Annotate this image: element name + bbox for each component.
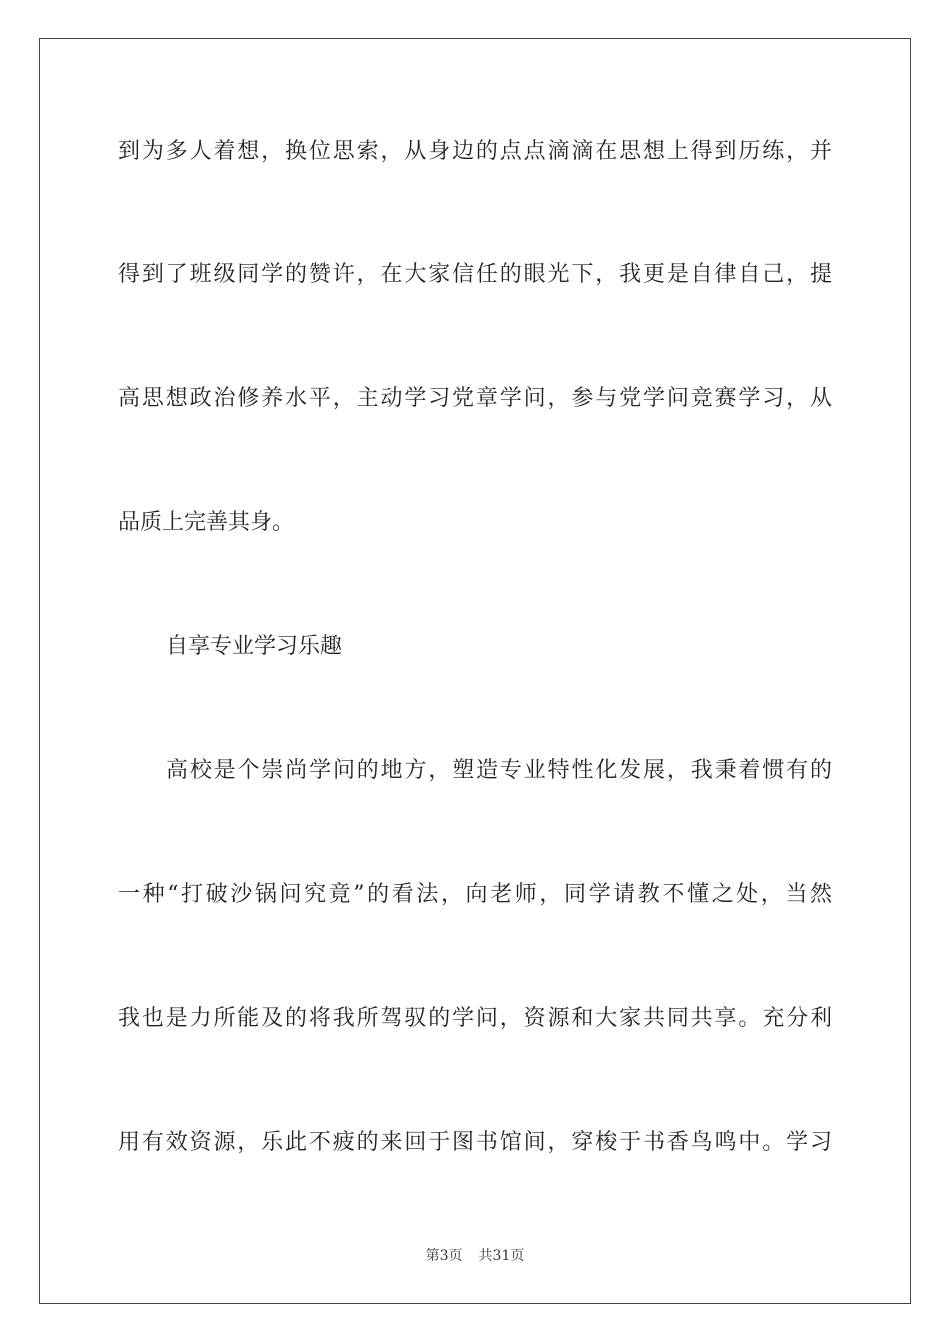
page-footer [0, 1247, 950, 1265]
paragraph-line: 我也是力所能及的将我所驾驭的学问，资源和大家共同共享。充分利 [118, 1006, 832, 1031]
page-total: 共31页 [478, 1248, 525, 1264]
paragraph-line: 到为多人着想，换位思索，从身边的点点滴滴在思想上得到历练，并 [118, 139, 832, 164]
paragraph-line: 一种“打破沙锅问究竟”的看法，向老师，同学请教不懂之处，当然 [118, 882, 832, 907]
paragraph-line: 高思想政治修养水平，主动学习党章学问，参与党学问竞赛学习，从 [118, 386, 832, 411]
page-frame [39, 38, 911, 1304]
paragraph-line: 得到了班级同学的赞许，在大家信任的眼光下，我更是自律自己，提 [118, 262, 832, 287]
paragraph-line: 用有效资源，乐此不疲的来回于图书馆间，穿梭于书香鸟鸣中。学习 [118, 1130, 832, 1155]
paragraph-line: 品质上完善其身。 [118, 510, 295, 535]
page-number: 第3页 [425, 1248, 463, 1264]
paragraph-line: 高校是个崇尚学问的地方，塑造专业特性化发展，我秉着惯有的 [166, 758, 832, 783]
section-heading: 自享专业学习乐趣 [166, 634, 343, 659]
